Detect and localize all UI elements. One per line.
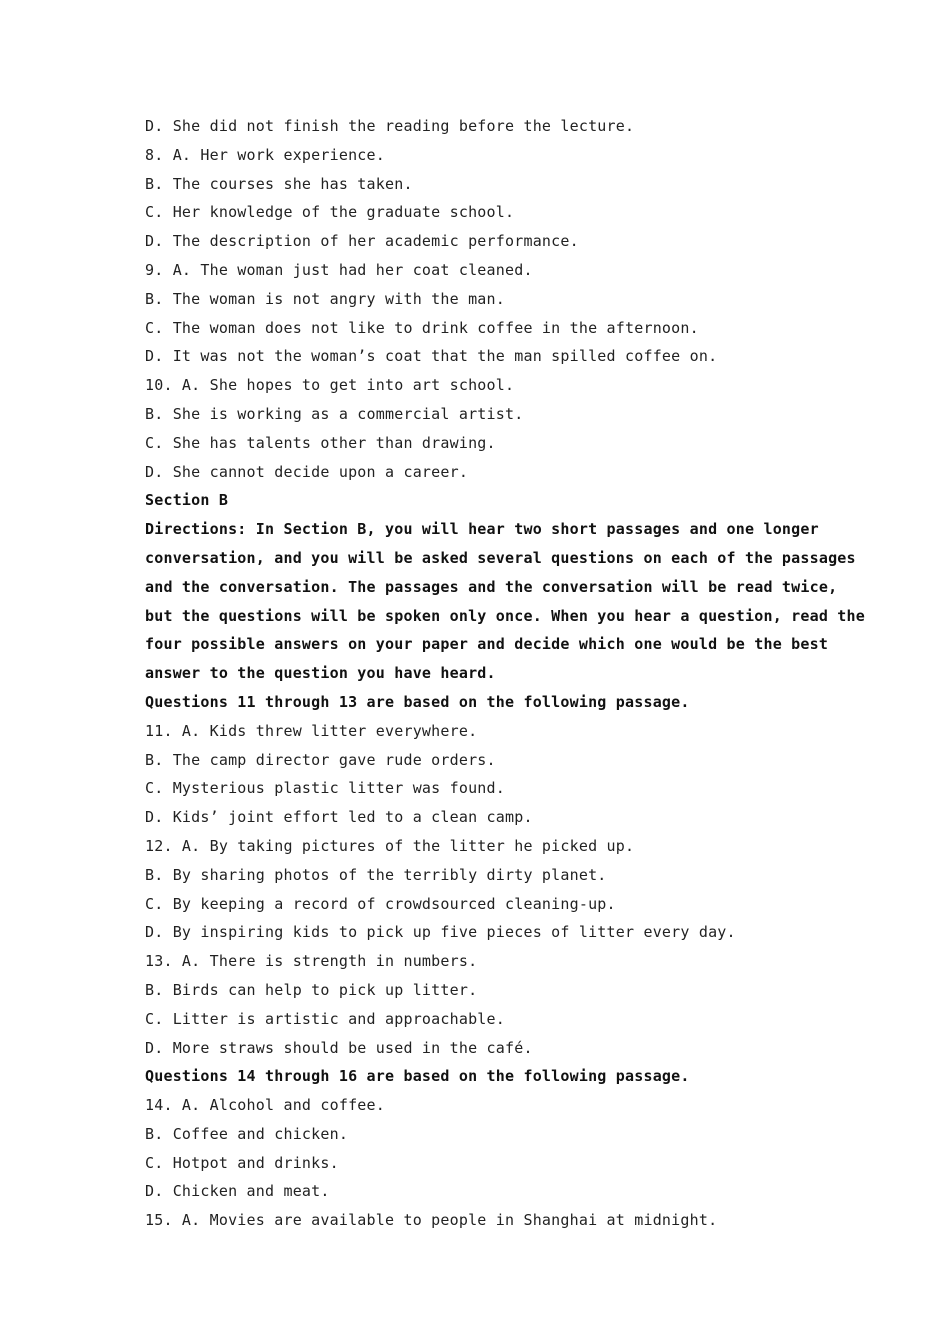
text-line: 11. A. Kids threw litter everywhere.	[145, 721, 478, 740]
text-line: 8. A. Her work experience.	[145, 145, 385, 164]
text-line: D. She did not finish the reading before the lecture.	[145, 117, 635, 135]
text-line: 13. A. There is strength in numbers.	[145, 952, 478, 971]
text-line: C. Litter is artistic and approachable.	[145, 1009, 505, 1028]
text-line: 12. A. By taking pictures of the litter he picked up.	[145, 836, 635, 855]
text-line: 14. A. Alcohol and coffee.	[145, 1096, 385, 1115]
text-line: B. The courses she has taken.	[145, 174, 413, 193]
heading-text-line: Questions 11 through 13 are based on the following passage.	[145, 692, 690, 711]
text-line: B. The woman is not angry with the man.	[145, 289, 505, 308]
text-line: 10. A. She hopes to get into art school.	[145, 376, 515, 395]
heading-text-line: four possible answers on your paper and decide which one would be the best	[145, 635, 829, 654]
heading-text-line: Directions: In Section B, you will hear two short passages and one longer	[145, 520, 819, 539]
document-page	[145, 112, 865, 1235]
heading-text-line: Questions 14 through 16 are based on the following passage.	[145, 1067, 690, 1086]
heading-text-line: Section B	[145, 491, 229, 510]
text-line: 9. A. The woman just had her coat cleaned.	[145, 260, 533, 279]
text-line: B. The camp director gave rude orders.	[145, 750, 496, 769]
text-line: D. By inspiring kids to pick up five pieces of litter every day.	[145, 923, 736, 942]
text-line: B. By sharing photos of the terribly dirty planet.	[145, 865, 607, 884]
text-line: C. Her knowledge of the graduate school.	[145, 203, 515, 222]
text-line: D. More straws should be used in the café.	[145, 1038, 533, 1057]
heading-text-line: and the conversation. The passages and the conversation will be read twice,	[145, 577, 838, 596]
text-line: C. By keeping a record of crowdsourced cleaning-up.	[145, 894, 616, 913]
text-line: 15. A. Movies are available to people in Shanghai at midnight.	[145, 1211, 718, 1230]
text-line: C. Mysterious plastic litter was found.	[145, 779, 505, 798]
text-line: D. Chicken and meat.	[145, 1182, 330, 1201]
text-line: D. The description of her academic performance.	[145, 232, 579, 251]
text-line: B. She is working as a commercial artist.	[145, 404, 524, 423]
text-line: C. Hotpot and drinks.	[145, 1153, 339, 1172]
text-line: C. She has talents other than drawing.	[145, 433, 496, 452]
heading-text-line: but the questions will be spoken only once. When you hear a question, read the	[145, 606, 865, 625]
text-line: D. It was not the woman’s coat that the man spilled coffee on.	[145, 347, 718, 366]
text-line: B. Birds can help to pick up litter.	[145, 980, 478, 999]
heading-text-line: answer to the question you have heard.	[145, 664, 496, 683]
text-line: D. Kids’ joint effort led to a clean camp.	[145, 808, 533, 827]
text-line: D. She cannot decide upon a career.	[145, 462, 469, 481]
text-line: B. Coffee and chicken.	[145, 1124, 349, 1143]
heading-text-line: conversation, and you will be asked several questions on each of the passages	[145, 548, 856, 567]
text-line: C. The woman does not like to drink coffee in the afternoon.	[145, 318, 699, 337]
